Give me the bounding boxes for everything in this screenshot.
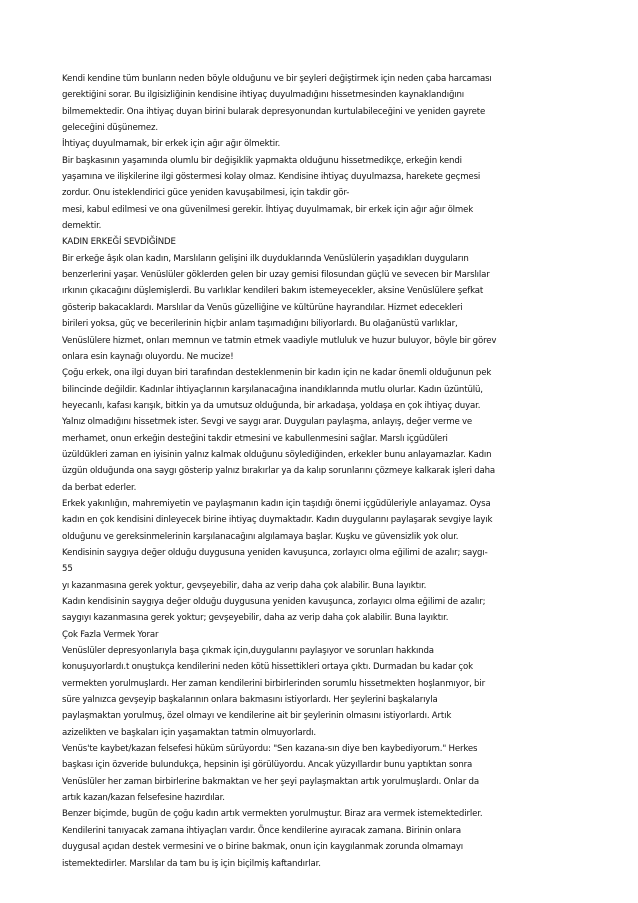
text-line: ırkının çıkacağını düşlemişlerdi. Bu varlıklar kendileri bakım istemeyecekler, aksine Venüslülere şefkat — [62, 286, 484, 297]
text-line: vermekten yorulmuşlardı. Her zaman kendilerini birbirlerinden sorumlu hissetmekten hoşlanmıyor, bir — [62, 678, 485, 689]
text-line: süre yalnızca gevşeyip başkalarının onlara bakmasını istiyorlardı. Her şeylerini başkalarıyla — [62, 695, 438, 706]
text-line: Yalnız olmadığını hissetmek ister. Sevgi ve saygı arar. Duyguları paylaşma, anlayış, değer verme ve — [62, 417, 473, 428]
text-line: Venüslülere hizmet, onları memnun ve tatmin etmek vaadiyle mutluluk ve huzur buluyor, böyle bir görev — [62, 335, 497, 346]
text-line: benzerlerini yaşar. Venüslüler göklerden gelen bir uzay gemisi filosundan güçlü ve sevecen bir Marslılar — [62, 270, 490, 281]
text-line: Venüs'te kaybet/kazan felsefesi hüküm sürüyordu: "Sen kazana-sın diye ben kaybediyorum." Herkes — [62, 744, 478, 755]
text-line: Kadın kendisinin saygıya değer olduğu duygusuna yeniden kavuşunca, zorlayıcı olma eğilimi de azalır; — [62, 597, 486, 607]
text-line: zordur. Onu isteklendirici güce yeniden kavuşabilmesi, için takdir gör- — [62, 188, 350, 199]
text-line: Venüslüler her zaman birbirlerine bakmaktan ve her şeyi paylaşmaktan artık yorulmuşlardı. Onlar da — [62, 776, 479, 787]
text-line: duygusal açıdan destek vermesini ve o birine bakmak, onun için kaygılanmak zorunda olmamayı — [62, 842, 464, 853]
text-line: heyecanlı, kafası karışık, bitkin ya da umutsuz olduğunda, bir arkadaşa, yoldaşa en çok ihtiyaç duyar. — [62, 400, 481, 411]
text-line: KADIN ERKEĞİ SEVDİĞİNDE — [62, 237, 176, 248]
text-line: Kendi kendine tüm bunların neden böyle olduğunu ve bir şeyleri değiştirmek için neden çaba harcaması — [62, 74, 492, 84]
text-line: Benzer biçimde, bugün de çoğu kadın artık vermekten yorulmuştur. Biraz ara vermek istemektedirler. — [62, 809, 483, 820]
text-line: Bir erkeğe âşık olan kadın, Marslıların gelişini ilk duyduklarında Venüslülerin yaşadıkları duyguların — [62, 253, 469, 264]
text-line: üzüldükleri zaman en iyisinin yalnız kalmak olduğunu söylediğinden, erkekler bunu anlayamazlar. Kadın — [62, 449, 492, 460]
text-line: başkası için özveride bulundukça, hepsinin işi görülüyordu. Ancak yüzyıllardır bunu yaptıktan sonra — [62, 760, 473, 771]
text-line: Çok Fazla Vermek Yorar — [62, 629, 159, 640]
text-line: gerektiğini sorar. Bu ilgisizliğinin kendisine ihtiyaç duyulmadığını hissetmesinden kaynaklandığını — [62, 90, 465, 101]
text-line: birileri yoksa, güç ve becerilerinin hiçbir anlam taşımadığını biliyorlardı. Bu olağanüstü varlıklar, — [62, 319, 458, 330]
text-line: üzgün olduğunda ona saygı gösterip yalnız bırakırlar ya da kalıp sorunlarını çözmeye kalkarak işleri daha — [62, 466, 496, 477]
document-page — [62, 71, 578, 872]
text-line: kadın en çok kendisini dinleyecek birine ihtiyaç duymaktadır. Kadın duygularını paylaşarak sevgiye layık — [62, 515, 493, 526]
text-line: Kendilerini tanıyacak zamana ihtiyaçları vardır. Önce kendilerine ayıracak zamana. Birinin onlara — [62, 825, 461, 836]
text-line: istemektedirler. Marslılar da tam bu iş için biçilmiş kaftandırlar. — [62, 858, 321, 869]
text-line: paylaşmaktan yorulmuş, özel olmayı ve kendilerine ait bir şeylerinin olmasını istiyorlardı. Artık — [62, 711, 452, 722]
text-line: bilincinde değildir. Kadınlar ihtiyaçlarının karşılanacağına inandıklarında mutlu olurlar. Kadın üzüntülü, — [62, 384, 483, 395]
text-line: demektir. — [62, 221, 102, 232]
text-line: konuşuyorlardı.t onuştukça kendilerini neden kötü hissettikleri ortaya çıktı. Durmadan bu kadar çok — [62, 662, 473, 673]
text-line: Kendisinin saygıya değer olduğu duygusuna yeniden kavuşunca, zorlayıcı olma eğilimi de azalır; saygı- — [62, 547, 488, 558]
text-line: yaşamına ve ilişkilerine ilgi göstermesi kolay olmaz. Kendisine ihtiyaç duyulmazsa, harekete geçmesi — [62, 172, 481, 183]
text-line: Çoğu erkek, ona ilgi duyan biri tarafından desteklenmenin bir kadın için ne kadar önemli olduğunun pek — [62, 368, 492, 379]
text-line: Erkek yakınlığın, mahremiyetin ve paylaşmanın kadın için taşıdığı önemi içgüdüleriyle anlayamaz. Oysa — [62, 498, 491, 509]
text-line: geleceğini düşünemez. — [62, 123, 158, 134]
text-line: onlara esin kaynağı oluyordu. Ne mucize! — [62, 351, 234, 362]
text-line: Venüslüler depresyonlarıyla başa çıkmak için,duygularını paylaşıyor ve sorunları hakkında — [62, 646, 434, 657]
text-line: 55 — [62, 564, 73, 575]
text-line: artık kazan/kazan felsefesine hazırdılar. — [62, 793, 225, 804]
text-line: olduğunu ve gereksinmelerinin karşılanacağını algılamaya başlar. Kuşku ve güvensizlik yok olur. — [62, 531, 459, 542]
text-line: azizelikten ve başkaları için yaşamaktan tatmin olmuyorlardı. — [62, 727, 316, 738]
text-line: saygıyı kazanmasına gerek yoktur; gevşeyebilir, daha az verip daha çok alabilir. Buna layıktır. — [62, 613, 449, 624]
text-line: bilmemektedir. Ona ihtiyaç duyan birini bularak depresyonundan kurtulabileceğini ve yeniden gayrete — [62, 106, 486, 117]
text-line: mesi, kabul edilmesi ve ona güvenilmesi gerekir. İhtiyaç duyulmamak, bir erkek için ağır ağır ölmek — [62, 204, 474, 215]
text-line: merhamet, onun erkeğin desteğini takdir etmesini ve kabullenmesini sağlar. Marslı içgüdüleri — [62, 433, 448, 444]
text-line: yı kazanmasına gerek yoktur, gevşeyebilir, daha az verip daha çok alabilir. Buna layıktır. — [62, 580, 427, 591]
text-line: gösterip bakacaklardı. Marslılar da Venüs güzelliğine ve kültürüne hayrandılar. Hizmet edecekleri — [62, 302, 463, 313]
text-line: da berbat ederler. — [62, 482, 137, 493]
text-line: Bir başkasının yaşamında olumlu bir değişiklik yapmakta olduğunu hissetmedikçe, erkeğin kendi — [62, 155, 462, 166]
text-line: İhtiyaç duyulmamak, bir erkek için ağır ağır ölmektir. — [62, 139, 281, 150]
